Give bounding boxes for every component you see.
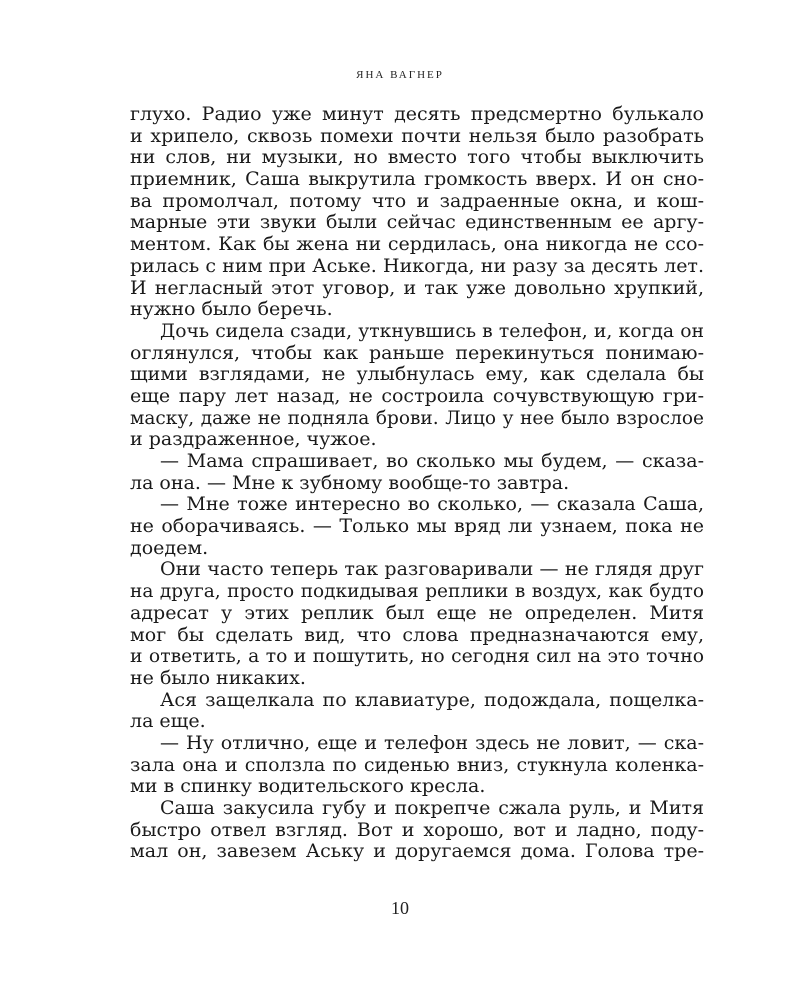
text-line: мог бы сделать вид, что слова предназначаются ему, [130,623,704,646]
text-line: Дочь сидела сзади, уткнувшись в телефон, и, когда он [160,320,704,342]
text-line: ла еще. [130,710,206,733]
text-line: приемник, Саша выкрутила громкость вверх. И он сно- [130,168,704,191]
text-line: И негласный этот уговор, и так уже довольно хрупкий, [130,276,704,299]
text-line: на друга, просто подкидывая реплики в воздух, как будто [130,581,704,603]
text-line: ни слов, ни музыки, но вместо того чтобы выключить [130,146,704,169]
running-head: ЯНА ВАГНЕР [356,69,444,81]
page-number: 10 [391,898,409,918]
text-line: мал он, завезем Аську и доругаемся дома. Голова тре- [130,840,704,863]
text-line: ми в спинку водительского кресла. [130,775,486,798]
text-line: Ася защелкала по клавиатуре, подождала, пощелка- [160,688,704,711]
text-line: оглянулся, чтобы как раньше перекинуться понимаю- [130,341,704,364]
text-line: доедем. [130,536,209,559]
text-line: ла она. — Мне к зубному вообще-то завтра. [130,471,570,494]
text-line: Они часто теперь так разговаривали — не глядя друг [160,558,704,581]
text-line: маску, даже не подняла брови. Лицо у нее было взрослое [130,407,704,429]
text-line: глухо. Радио уже минут десять предсмертно булькало [130,103,704,125]
text-line: Саша закусила губу и покрепче сжала руль, и Митя [160,797,704,819]
text-line: марные эти звуки были сейчас единственным ее аргу- [130,211,704,234]
text-line: не оборачиваясь. — Только мы вряд ли узнаем, пока не [130,515,704,538]
text-line: и ответить, а то и пошутить, но сегодня сил на это точно [130,646,704,668]
text-line: ментом. Как бы жена ни сердилась, она никогда не ссо- [130,233,704,256]
text-line: рилась с ним при Аське. Никогда, ни разу за десять лет. [130,254,704,277]
text-line: адресат у этих реплик был еще не определен. Митя [130,601,704,624]
text-line: — Ну отлично, еще и телефон здесь не ловит, — ска- [160,731,704,754]
text-line: — Мама спрашивает, во сколько мы будем, — сказа- [160,450,704,472]
text-line: не было никаких. [130,666,306,689]
text-line: и раздраженное, чужое. [130,428,377,451]
text-line: еще пару лет назад, не состроила сочувствующую гри- [130,384,704,407]
body-text [130,104,704,863]
text-line: нужно было беречь. [130,298,333,321]
text-line: ва промолчал, потому что и задраенные окна, и кош- [130,189,704,212]
text-line: быстро отвел взгляд. Вот и хорошо, вот и ладно, поду- [130,818,704,841]
text-line: — Мне тоже интересно во сколько, — сказала Саша, [160,493,704,516]
text-line: щими взглядами, не улыбнулась ему, как сделала бы [130,363,704,386]
text-line: зала она и сползла по сиденью вниз, стукнула коленка- [130,753,704,776]
text-line: и хрипело, сквозь помехи почти нельзя было разобрать [130,124,704,147]
